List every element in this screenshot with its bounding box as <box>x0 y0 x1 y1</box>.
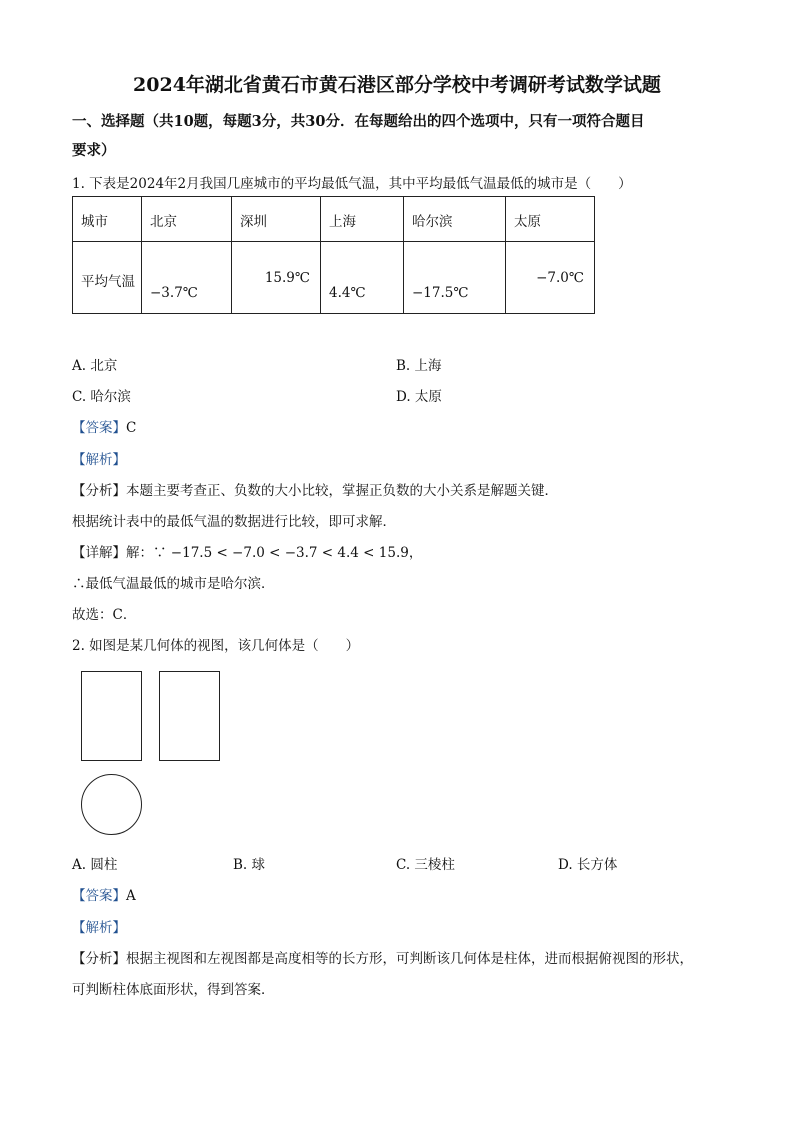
q2-analysis-line2: 可判断柱体底面形状，得到答案． <box>72 982 275 998</box>
side-view-rectangle <box>159 671 220 761</box>
q2-answer-tag: 【答案】 <box>72 888 126 904</box>
page-title: 2024年湖北省黄石市黄石港区部分学校中考调研考试数学试题 <box>133 74 661 96</box>
temperature-table <box>72 196 595 314</box>
value-harbin: −17.5℃ <box>412 285 469 301</box>
row-label-avg-temp: 平均气温 <box>81 274 135 290</box>
q2-analysis-line1 <box>72 947 693 967</box>
value-shenzhen: 15.9℃ <box>264 270 310 286</box>
q2-analysis-tag: 【解析】 <box>72 920 126 936</box>
value-taiyuan: −7.0℃ <box>536 270 584 286</box>
table-value-row <box>73 242 595 314</box>
q2-answer-line <box>72 884 136 904</box>
q1-analysis-tag: 【解析】 <box>72 452 126 468</box>
section-heading-line2: 要求） <box>72 142 116 159</box>
top-view-circle <box>81 774 142 835</box>
q1-detail-text: 解：∵ −17.5 < −7.0 < −3.7 < 4.4 < 15.9， <box>126 545 423 561</box>
q1-choice: 故选：C． <box>72 607 137 623</box>
q1-stem: 1. 下表是2024年2月我国几座城市的平均最低气温，其中平均最低气温最低的城市是（ ） <box>72 176 632 192</box>
q2-analysis-label: 【分析】 <box>72 951 126 967</box>
q2-analysis-text1: 根据主视图和左视图都是高度相等的长方形，可判断该几何体是柱体，进而根据俯视图的形状， <box>126 951 693 967</box>
header-cell-taiyuan: 太原 <box>514 214 541 230</box>
header-cell-shanghai: 上海 <box>329 214 356 230</box>
header-cell-harbin: 哈尔滨 <box>412 214 453 230</box>
q1-detail-label: 【详解】 <box>72 545 126 561</box>
q2-answer: A <box>126 888 136 904</box>
q2-stem: 2. 如图是某几何体的视图，该几何体是（ ） <box>72 638 360 654</box>
q2-option-a: A. 圆柱 <box>72 857 118 873</box>
q1-analysis-line <box>72 479 558 499</box>
q1-option-b: B. 上海 <box>396 358 442 374</box>
q1-option-c: C. 哈尔滨 <box>72 389 131 405</box>
q2-option-b: B. 球 <box>233 857 266 873</box>
q2-option-d: D. 长方体 <box>558 857 618 873</box>
q1-answer-tag: 【答案】 <box>72 420 126 436</box>
q1-option-d: D. 太原 <box>396 389 442 405</box>
q1-detail-line <box>72 541 422 561</box>
header-cell-beijing: 北京 <box>150 214 177 230</box>
q1-analysis-text: 本题主要考查正、负数的大小比较，掌握正负数的大小关系是解题关键． <box>126 483 558 499</box>
table-header-row <box>73 197 595 242</box>
value-shanghai: 4.4℃ <box>329 285 366 301</box>
front-view-rectangle <box>81 671 142 761</box>
section-heading-line1: 一、选择题（共10题，每题3分，共30分．在每题给出的四个选项中，只有一项符合题目 <box>72 113 645 130</box>
q2-option-c: C. 三棱柱 <box>396 857 455 873</box>
header-cell-city: 城市 <box>81 214 108 230</box>
header-cell-shenzhen: 深圳 <box>240 214 267 230</box>
q1-option-a: A. 北京 <box>72 358 118 374</box>
q1-answer-line <box>72 416 136 436</box>
value-beijing: −3.7℃ <box>150 285 198 301</box>
q1-answer: C <box>126 420 137 436</box>
q1-analysis-line2: 根据统计表中的最低气温的数据进行比较，即可求解． <box>72 514 396 530</box>
q1-analysis-label: 【分析】 <box>72 483 126 499</box>
q1-conclusion: ∴最低气温最低的城市是哈尔滨． <box>72 576 275 592</box>
